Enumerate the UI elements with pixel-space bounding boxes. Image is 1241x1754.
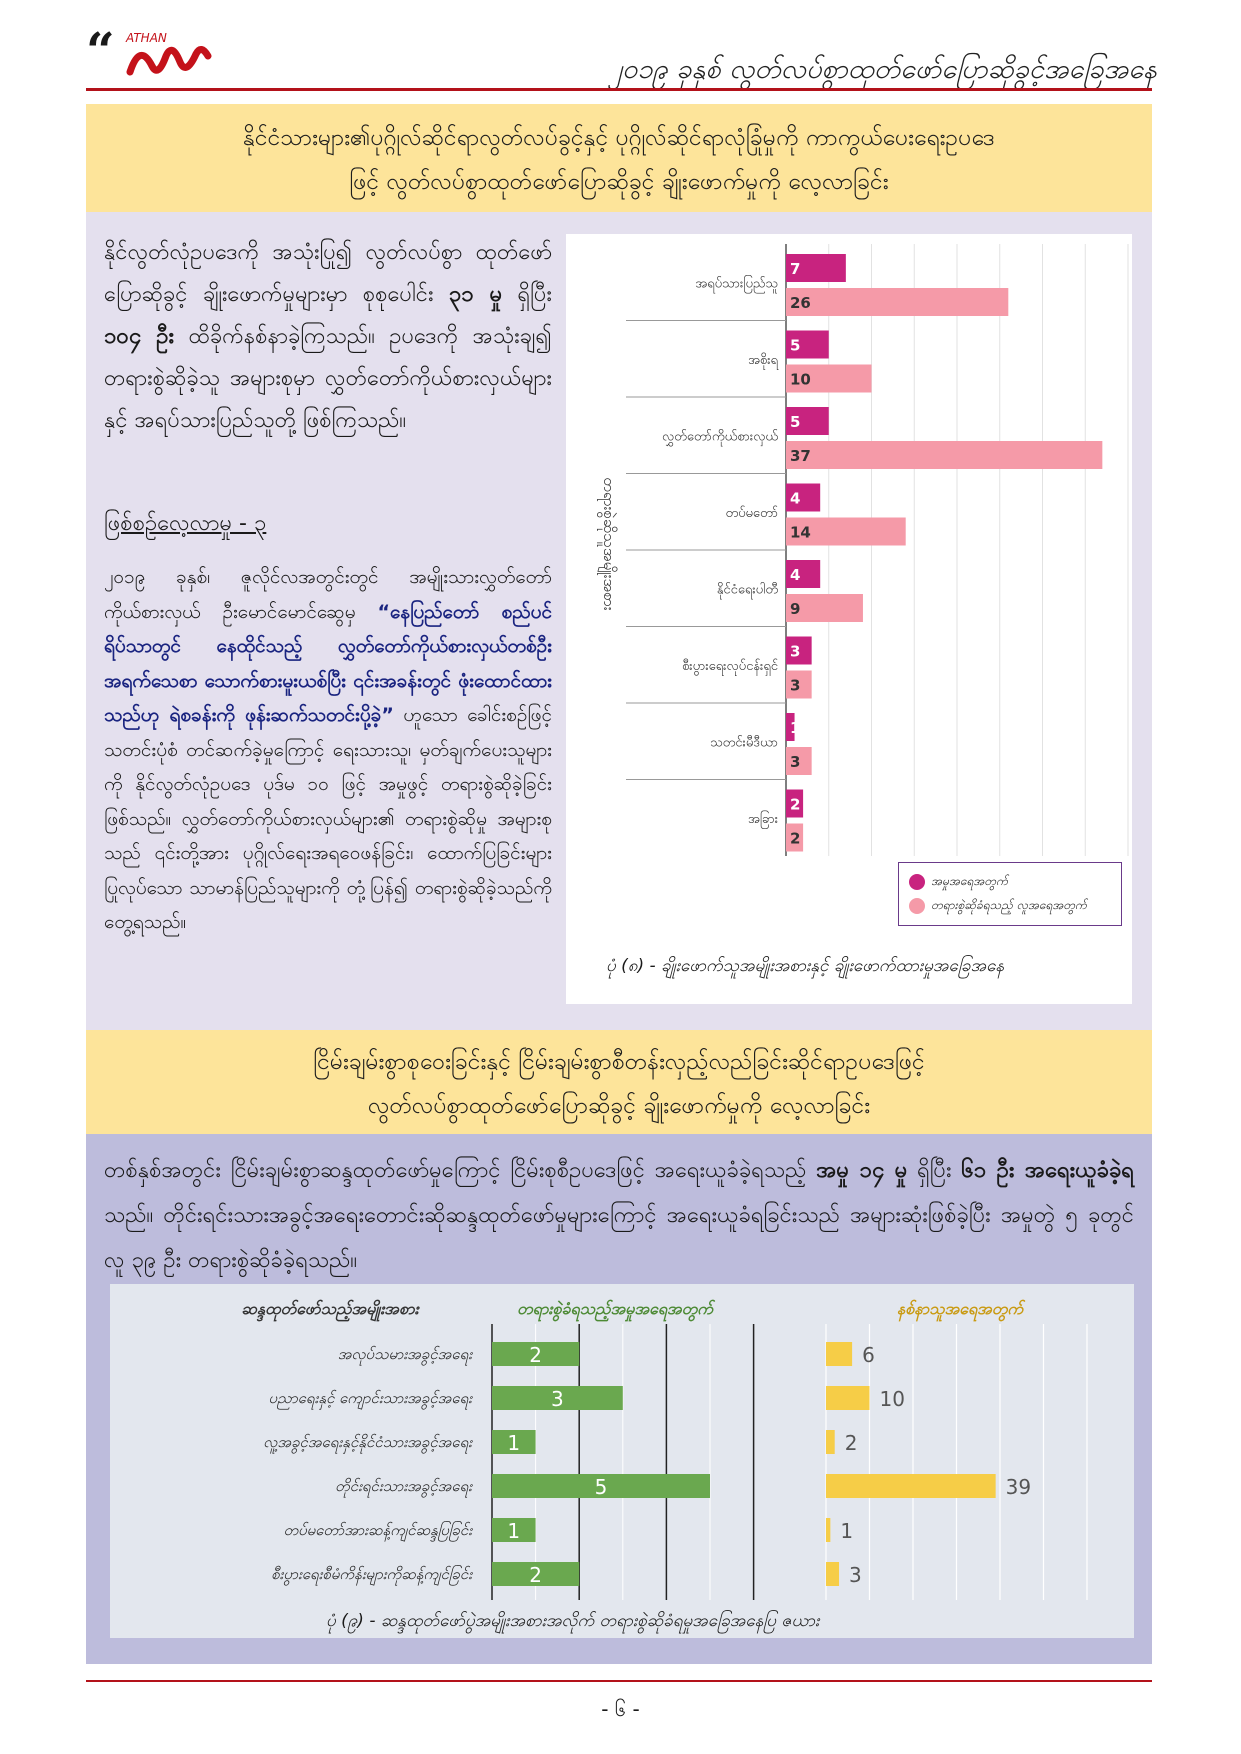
legend-label-cases: အမှုအရေအတွက် (931, 874, 1008, 888)
bar-people (826, 1518, 830, 1542)
para2-case-count: အမှု ၁၄ မှု (816, 1158, 908, 1183)
section2-paragraph (104, 1148, 1134, 1283)
data-label: 4 (790, 489, 801, 508)
para2-text: ရှိပြီး (907, 1158, 962, 1183)
logo-text: ATHAN (126, 31, 167, 45)
chart2-caption: ပုံ (၉) - ဆန္ဒထုတ်ဖော်ပွဲအမျိုးအစားအလိုက် တရားစွဲဆိုခံရမှုအခြေအနေပြ ဇယား (326, 1611, 820, 1631)
bar-people (826, 1430, 835, 1454)
category-label: လူ့အခွင့်အရေးနှင့်နိုင်ငံသားအခွင့်အရေး (263, 1433, 472, 1451)
category-label: အခြား (747, 811, 778, 827)
chart1-legend (898, 862, 1122, 926)
category-label: စီးပွားရေးလုပ်ငန်းရှင် (681, 658, 778, 674)
data-label: 2 (790, 829, 801, 848)
section1-banner-line2: ဖြင့် လွတ်လပ်စွာထုတ်ဖော်ပြောဆိုခွင့် ချိုးဖောက်မှုကို လေ့လာခြင်း (349, 169, 889, 195)
category-label: တိုင်းရင်းသားအခွင့်အရေး (335, 1477, 472, 1495)
case-text: ဟူသော ခေါင်းစဉ်ဖြင့် သတင်းပုံစံ တင်ဆက်ခဲ့မှုကြောင့် ရေးသားသူ၊ မှတ်ချက်ပေးသူများကို နိုင်လွတ်လုံဥပဒေ ပုဒ်မ ၁၀ ဖြင့် အမှုဖွင့် တရားစွဲဆိုခဲ့ခြင်း ဖြစ်သည်။ လွှတ်တော်ကိုယ်စားလှယ်များ၏ တရားစွဲဆိုမှု အများစုသည် ၎င်းတို့အား ပုဂ္ဂိုလ်ရေးအရဝေဖန်ခြင်း၊ ထောက်ပြခြင်းများပြုလုပ်သော သာမာန်ပြည်သူများကို တုံ့ပြန်၍ တရားစွဲဆိုခဲ့သည်ကို တွေ့ရသည်။ (104, 704, 552, 933)
legend-swatch-cases (909, 874, 925, 890)
section1-intro-paragraph (104, 232, 552, 442)
data-label: 3 (849, 1563, 862, 1587)
data-label: 1 (507, 1519, 521, 1543)
data-label: 9 (790, 600, 801, 618)
legend-label-people: တရားစွဲဆိုခံရသည့် လူအရေအတွက် (931, 898, 1087, 912)
chart1-caption: ပုံ (၈) - ချိုးဖောက်သူအမျိုးအစားနှင့် ချိုးဖောက်ထားမှုအခြေအနေ (606, 956, 1005, 976)
data-label: 2 (529, 1563, 542, 1587)
bar-people (826, 1474, 996, 1498)
data-label: 37 (790, 447, 811, 465)
header-divider (86, 88, 1152, 91)
data-label: 26 (790, 294, 811, 312)
svg-text:“: “ (86, 22, 115, 80)
para2-text: တစ်နှစ်အတွင်း ငြိမ်းချမ်းစွာဆန္ဒထုတ်ဖော်မှုကြောင့် ငြိမ်းစုစီဥပဒေဖြင့် အရေးယူခံခဲ့ရသည့် (104, 1158, 817, 1183)
data-label: 7 (790, 260, 801, 278)
legend-swatch-people (909, 898, 925, 914)
data-label: 6 (862, 1343, 875, 1367)
series-header-cases: တရားစွဲခံရသည့်အမှုအရေအတွက် (517, 1299, 713, 1318)
intro-case-count: ၃၁ မှု (448, 282, 503, 307)
data-label: 2 (529, 1343, 542, 1367)
chart-protest-types (110, 1284, 1134, 1638)
data-label: 1 (790, 719, 801, 737)
intro-people-count: ၁၀၄ ဦး (104, 324, 175, 349)
bar-people (786, 288, 1008, 316)
case-quote: “နေပြည်တော် စည်ပင်ရိပ်သာတွင် နေထိုင်သည့် လွှတ်တော်ကိုယ်စားလှယ်တစ်ဦး အရက်သေစာ သောက်စားမူးယစ်ပြီး ၎င်းအခန်းတွင် ဖုံးထောင်ထားသည်ဟု ရဲစခန်းကို ဖုန်းဆက်သတင်းပို့ခဲ့” (104, 600, 552, 726)
section1-banner (86, 104, 1152, 212)
data-label: 3 (790, 642, 801, 661)
case-study-heading: ဖြစ်စဉ်လေ့လာမှု - ၃ (104, 511, 267, 536)
section2-banner (86, 1030, 1152, 1134)
case-text: ၂၀၁၉ ခုနှစ်၊ ဇူလိုင်လအတွင်းတွင် အမျိုးသားလွှတ်တော်ကိုယ်စားလှယ် ဦးမောင်မောင်ဆွေမှ (104, 566, 552, 623)
footer-divider (86, 1680, 1152, 1682)
category-label: အလုပ်သမားအခွင့်အရေး (337, 1345, 472, 1363)
data-label: 5 (594, 1475, 608, 1499)
para2-text: သည်။ တိုင်းရင်းသားအခွင့်အရေးတောင်းဆိုဆန္ဒထုတ်ဖော်မှုများကြောင့် အရေးယူခံရခြင်းသည် အများဆုံးဖြစ်ခဲ့ပြီး အမှုတွဲ ၅ ခုတွင် လူ ၃၉ ဦး တရားစွဲဆိုခံခဲ့ရသည်။ (104, 1203, 1134, 1273)
case-study-paragraph (104, 560, 552, 940)
data-label: 5 (790, 413, 801, 431)
data-label: 1 (507, 1431, 521, 1455)
data-label: 10 (879, 1387, 905, 1411)
category-label: အစိုးရ (747, 352, 778, 368)
category-label: နိုင်ငံရေးပါတီ (716, 582, 778, 598)
intro-text: နိုင်လွတ်လုံဥပဒေကို အသုံးပြု၍ လွတ်လပ်စွာ ထုတ်ဖော်ပြောဆိုခွင့် ချိုးဖောက်မှုများမှာ စုစုပေါင်း (104, 240, 552, 307)
data-label: 3 (551, 1387, 564, 1411)
data-label: 2 (790, 795, 801, 814)
section2-banner-line1: ငြိမ်းချမ်းစွာစုဝေးခြင်းနှင့် ငြိမ်းချမ်းစွာစီတန်းလှည့်လည်ခြင်းဆိုင်ရာဥပဒေဖြင့် (313, 1049, 925, 1075)
intro-text: ထိခိုက်နစ်နာခဲ့ကြသည်။ ဥပဒေကို အသုံးချ၍ တရားစွဲဆိုခဲ့သူ အများစုမှာ လွှတ်တော်ကိုယ်စားလှယ်များနှင့် အရပ်သားပြည်သူတို့ ဖြစ်ကြသည်။ (104, 324, 552, 433)
category-header: ဆန္ဒထုတ်ဖော်သည့်အမျိုးအစား (241, 1299, 419, 1318)
data-label: 14 (790, 523, 811, 542)
category-label: လွှတ်တော်ကိုယ်စားလှယ် (661, 429, 778, 445)
category-label: စီးပွားရေးစီမံကိန်းများကိုဆန့်ကျင်ခြင်း (271, 1565, 472, 1583)
data-label: 1 (840, 1519, 854, 1543)
data-label: 3 (790, 753, 801, 771)
bar-people (826, 1562, 839, 1586)
category-label: အရပ်သားပြည်သူ (695, 276, 778, 292)
athan-logo (86, 22, 216, 84)
series-header-people: နစ်နာသူအရေအတွက် (896, 1299, 1024, 1318)
legend-item-cases (909, 873, 1008, 891)
category-label: တပ်မတော် (725, 505, 778, 521)
data-label: 5 (790, 336, 801, 355)
intro-text: ရှိပြီး (502, 282, 552, 307)
bar-people (826, 1342, 852, 1366)
data-label: 4 (790, 566, 801, 584)
section1-banner-line1: နိုင်ငံသားများ၏ပုဂ္ဂိုလ်ဆိုင်ရာလွတ်လပ်ခွင့်နှင့် ပုဂ္ဂိုလ်ဆိုင်ရာလုံခြုံမှုကို ကာကွယ်ပေးရေးဥပဒေ (243, 125, 995, 151)
data-label: 39 (1005, 1475, 1032, 1499)
bar-people (786, 441, 1102, 469)
section2-banner-line2: လွတ်လပ်စွာထုတ်ဖော်ပြောဆိုခွင့် ချိုးဖောက်မှုကို လေ့လာခြင်း (367, 1093, 871, 1119)
page-number: - ၆ - (601, 1697, 640, 1721)
bar-people (826, 1386, 870, 1410)
para2-people-count: ၆၁ ဦး အရေးယူခံခဲ့ရ (961, 1158, 1134, 1183)
data-label: 3 (790, 676, 801, 695)
category-label: တပ်မတော်အားဆန့်ကျင်ဆန္ဒပြခြင်း (283, 1521, 472, 1539)
y-axis-title: တရားစွဲဆိုသူအမျိုးအစား (600, 477, 618, 611)
data-label: 2 (844, 1431, 858, 1455)
legend-item-people (909, 897, 1087, 915)
data-label: 10 (790, 370, 811, 389)
category-label: သတင်းမီဒီယာ (710, 735, 778, 751)
page-header-title: ၂၀၁၉ ခုနှစ် လွတ်လပ်စွာထုတ်ဖော်ပြောဆိုခွင့်အခြေအနေ (608, 54, 1157, 85)
category-label: ပညာရေးနှင့် ကျောင်းသားအခွင့်အရေး (268, 1389, 472, 1407)
